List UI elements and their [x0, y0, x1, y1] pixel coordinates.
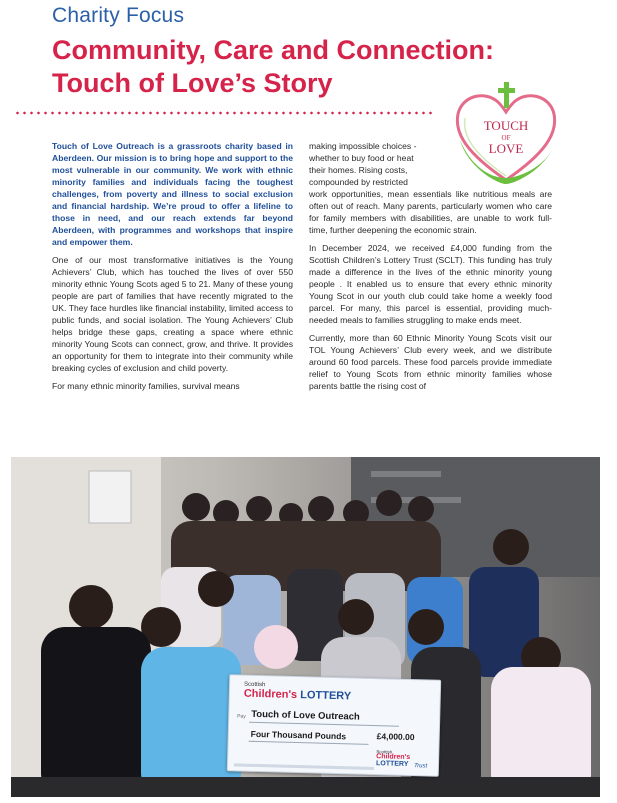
logo-text-middle: OF — [501, 134, 511, 142]
headline-line-1: Community, Care and Connection: — [52, 35, 495, 65]
article-column-right — [309, 140, 552, 398]
cheque-amount: £4,000.00 — [376, 731, 415, 743]
body-text-line: making impossible choices - — [309, 141, 417, 151]
article-column-left — [52, 140, 293, 398]
cheque-amount-words: Four Thousand Pounds — [250, 728, 347, 742]
body-text-line: whether to buy food or heat — [309, 153, 414, 163]
cheque-brand — [244, 688, 352, 703]
cheque-payee: Touch of Love Outreach — [251, 708, 360, 723]
body-paragraph: One of our most transformative initiatives is the Young Achievers’ Club, which has touched the lives of over 550 minority ethnic Young Scots aged 5 to 21. Many of these young people are part of families that have recently migrated to the UK. They face hurdles like financial instability, limited access to public funds, and social isolation. The Young Achievers’ Club helps bridge these gaps, creating a space where ethnic minority Young Scots can connect, grow, and thrive. It provides an opportunity for them to integrate into their community while breaking cycles of exclusion and child poverty. — [52, 255, 293, 373]
logo-text-bottom: LOVE — [488, 141, 524, 156]
logo-text-top: TOUCH — [483, 118, 529, 133]
dotted-divider — [14, 111, 434, 115]
cheque-brand-main: Children's — [243, 687, 298, 702]
cheque-signature-main: Children's — [376, 753, 411, 762]
section-title: Charity Focus — [52, 4, 185, 27]
body-paragraph: Currently, more than 60 Ethnic Minority Young Scots visit our TOL Young Achievers’ Club every week, and we distribute around 60 food parcels. These food parcels provide immediate relief to Young Scots from ethnic minority families whose parents battle the rising cost of — [309, 333, 552, 391]
intro-paragraph: Touch of Love Outreach is a grassroots charity based in Aberdeen. Our mission is to bring hope and support to the most vulnerable in our community. We work with ethnic minority families and individuals facing the toughest challenges, from poverty and illness to social exclusion and financial hardship. We’re proud to offer a lifeline to those in need, and our reach extends far beyond Aberdeen, with programmes and workshops that inspire and empower them. — [52, 141, 293, 247]
cheque-divider — [249, 722, 399, 727]
cheque-pay-label: Pay — [237, 713, 246, 720]
body-text-line: compounded by restricted — [309, 177, 408, 187]
cheque-signature-small: Scottish — [376, 749, 393, 755]
body-paragraph: For many ethnic minority families, survival means — [52, 381, 240, 391]
headline-line-2: Touch of Love’s Story — [52, 68, 333, 98]
cheque-signature-lottery: LOTTERY — [375, 760, 409, 768]
cheque-brand-small: Scottish — [243, 681, 266, 689]
cheque-signature-brand — [376, 753, 438, 769]
lottery-cheque — [227, 674, 441, 777]
body-paragraph: In December 2024, we received £4,000 funding from the Scottish Children’s Lottery Trust (SCLT). This funding has truly made a difference in the lives of the ethnic minority young people . It enabled us to ensure that every ethnic minority Young Scot in our youth club could take home a weekly food parcel. For many, this parcel is essential, providing much-needed meals to families struggling to make ends meet. — [309, 243, 552, 325]
cheque-signature-trust: Trust — [413, 763, 428, 770]
cheque-footer-strip — [234, 763, 374, 770]
body-text-line: their homes. Rising costs, — [309, 165, 408, 175]
body-text: work opportunities, mean essentials like nutritious meals are often out of reach. Many parents, particularly women who care for family members with disabilities, are unable to work full-time, further deepening the economic strain. — [309, 189, 552, 235]
cheque-divider — [249, 741, 369, 745]
cheque-brand-lottery: LOTTERY — [300, 689, 352, 703]
